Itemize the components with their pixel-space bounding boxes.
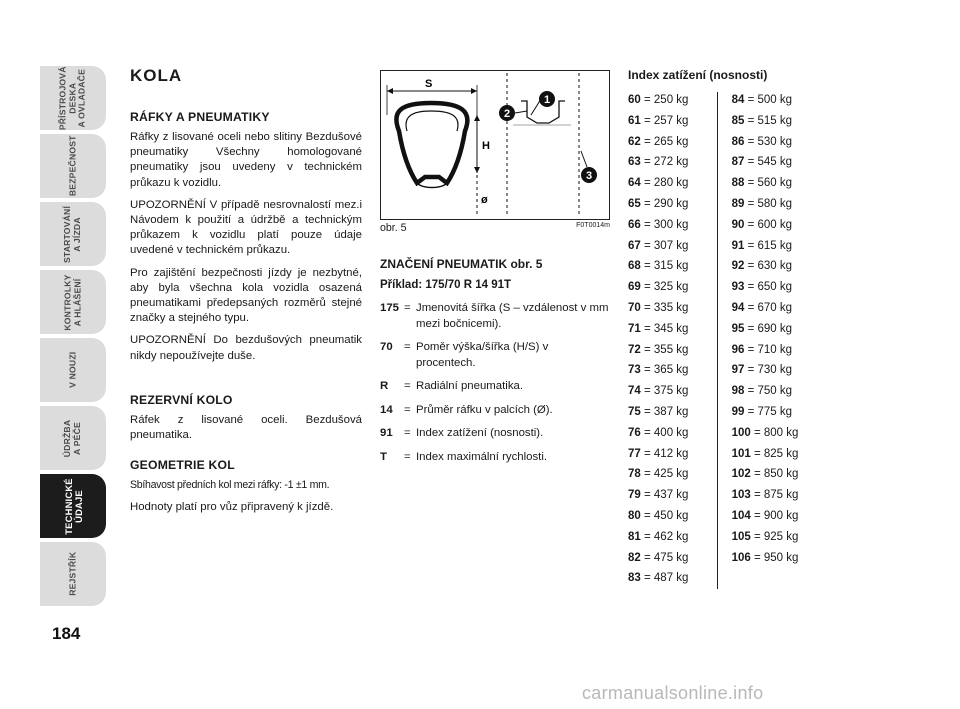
load-index-value: 100	[731, 426, 751, 439]
spare-wheel-paragraph: Ráfek z lisované oceli. Bezdušová pneumatika.	[130, 413, 362, 442]
tab-label: TECHNICKÉ ÚDAJE	[62, 477, 83, 535]
load-index-row	[628, 236, 721, 257]
tyre-marking-definitions	[380, 301, 610, 465]
height-arrow-bottom	[474, 167, 480, 173]
load-index-value: 96	[731, 343, 745, 356]
load-index-row	[732, 527, 828, 548]
load-index-value: 101	[731, 447, 751, 460]
definition-row: T = Index maximální rychlosti.	[380, 450, 548, 463]
load-index-row	[628, 548, 721, 569]
load-index-row	[732, 132, 828, 153]
load-capacity: = 925 kg	[753, 530, 799, 543]
load-index-row	[732, 360, 828, 381]
load-index-row	[628, 485, 721, 506]
load-index-value: 89	[731, 197, 745, 210]
load-index-value: 88	[731, 177, 745, 190]
tubeless-warning-paragraph: UPOZORNĚNÍ Do bezdušových pneumatik nikdy nepoužívejte duše.	[130, 334, 362, 362]
definition-row: 175 = Jmenovitá šířka (S – vzdálenost v mm mezi bočnicemi).	[380, 302, 609, 330]
load-index-row	[732, 236, 828, 257]
spare-wheel-heading: REZERVNÍ KOLO	[130, 392, 233, 407]
load-capacity: = 825 kg	[753, 447, 799, 460]
load-index-column	[628, 68, 828, 589]
tyre-marking-column	[380, 70, 610, 473]
figure-caption: obr. 5	[380, 222, 407, 234]
tab-rejstrik[interactable]	[40, 542, 106, 606]
load-capacity: = 800 kg	[753, 426, 799, 439]
load-capacity: = 462 kg	[644, 530, 689, 543]
load-capacity: = 900 kg	[753, 509, 799, 522]
load-index-value: 63	[628, 156, 641, 169]
load-index-row	[628, 111, 721, 132]
load-index-value: 80	[628, 509, 641, 522]
load-index-row	[628, 381, 721, 402]
load-index-row	[732, 111, 828, 132]
figure-code: F0T0014m	[576, 222, 610, 229]
load-index-row	[732, 298, 828, 319]
definition-row: 91 = Index zatížení (nosnosti).	[380, 427, 544, 439]
load-index-row	[628, 340, 721, 361]
load-capacity: = 850 kg	[753, 468, 799, 481]
tab-label: REJSTŘÍK	[67, 551, 78, 597]
load-index-row	[732, 215, 828, 236]
load-index-value: 62	[628, 135, 641, 148]
load-index-value: 103	[731, 489, 751, 502]
load-index-right-column	[721, 90, 828, 589]
load-index-value: 76	[628, 426, 641, 439]
load-capacity: = 475 kg	[644, 551, 689, 564]
load-index-value: 65	[628, 197, 641, 210]
load-index-row	[732, 152, 828, 173]
load-capacity: = 290 kg	[644, 197, 689, 210]
label-s: S	[425, 78, 433, 90]
watermark: carmanualsonline.info	[582, 683, 764, 703]
load-capacity: = 530 kg	[747, 135, 793, 148]
load-index-table	[628, 90, 828, 589]
load-index-value: 85	[731, 114, 745, 127]
load-index-value: 60	[628, 94, 641, 106]
tab-label: ÚDRŽBA A PÉČE	[62, 419, 82, 457]
load-index-value: 94	[731, 301, 745, 314]
load-index-value: 91	[731, 239, 745, 252]
load-capacity: = 307 kg	[644, 239, 689, 252]
load-index-row	[732, 506, 828, 527]
page-number: 184	[52, 624, 81, 643]
load-capacity: = 730 kg	[747, 364, 793, 377]
load-capacity: = 345 kg	[644, 322, 689, 335]
load-capacity: = 615 kg	[747, 239, 793, 252]
load-index-value: 78	[628, 468, 641, 481]
rims-heading: RÁFKY A PNEUMATIKY	[130, 110, 270, 124]
definition-row: 14 = Průměr ráfku v palcích (Ø).	[380, 403, 553, 416]
tab-technicke-udaje[interactable]	[40, 474, 106, 538]
wheels-column	[130, 66, 362, 523]
figure-caption-row	[380, 222, 610, 236]
load-capacity: = 500 kg	[747, 94, 793, 106]
load-capacity: = 670 kg	[747, 301, 793, 314]
tyre-diagram-figure	[380, 70, 610, 220]
load-index-row	[732, 444, 828, 465]
load-capacity: = 387 kg	[644, 405, 689, 418]
load-index-value: 61	[628, 114, 641, 127]
tab-v-nouzi[interactable]	[40, 338, 106, 402]
load-index-value: 93	[731, 281, 745, 294]
load-index-value: 84	[731, 94, 745, 106]
load-index-row	[628, 319, 721, 340]
load-index-row	[732, 319, 828, 340]
rim-flange	[417, 183, 447, 188]
load-index-row	[628, 152, 721, 173]
tyre-marking-example: Příklad: 175/70 R 14 91T	[380, 279, 512, 291]
load-capacity: = 950 kg	[753, 551, 799, 564]
load-capacity: = 437 kg	[644, 489, 689, 502]
load-capacity: = 325 kg	[644, 281, 689, 294]
load-capacity: = 250 kg	[644, 94, 689, 106]
load-index-left-column	[628, 90, 721, 589]
tab-label: PŘÍSTROJOVÁ DESKA A OVLADAČE	[57, 66, 87, 130]
rims-paragraph: Ráfky z lisované oceli nebo slitiny Bezdušové pneumatiky Všechny homologované pneumatiky jsou uvedeny v technickém průkazu k vozidlu.	[130, 131, 362, 189]
load-index-row	[732, 485, 828, 506]
load-index-row	[732, 464, 828, 485]
load-capacity: = 690 kg	[747, 322, 793, 335]
callout-1-number: 1	[543, 94, 551, 106]
load-index-value: 99	[731, 405, 745, 418]
load-index-value: 74	[628, 385, 641, 398]
load-index-value: 68	[628, 260, 641, 273]
load-index-value: 87	[731, 156, 745, 169]
load-capacity: = 425 kg	[644, 468, 689, 481]
safety-paragraph: Pro zajištění bezpečnosti jízdy je nezbytné, aby byla všechna kola vozidla osazená pneumatikami předepsaných rozměrů stejné značky a stejného typu.	[130, 266, 362, 325]
load-index-row	[628, 568, 721, 589]
load-capacity: = 545 kg	[747, 156, 793, 169]
tab-label: V NOUZI	[67, 351, 78, 389]
load-index-row	[732, 423, 828, 444]
load-capacity: = 280 kg	[644, 177, 689, 190]
load-index-value: 97	[731, 364, 745, 377]
load-capacity: = 630 kg	[747, 260, 793, 273]
load-index-value: 90	[731, 218, 745, 231]
load-index-row	[628, 256, 721, 277]
load-capacity: = 365 kg	[644, 364, 689, 377]
load-capacity: = 710 kg	[747, 343, 793, 356]
label-diameter: ø	[481, 194, 488, 206]
load-index-row	[628, 277, 721, 298]
wheel-geometry-heading: GEOMETRIE KOL	[130, 458, 235, 473]
definition-row: 70 = Poměr výška/šířka (H/S) v procentech.	[380, 341, 549, 369]
load-capacity: = 600 kg	[747, 218, 793, 231]
load-index-heading: Index zatížení (nosnosti)	[628, 68, 768, 82]
load-capacity: = 375 kg	[644, 385, 689, 398]
load-index-value: 83	[628, 572, 641, 585]
tab-kontrolky[interactable]	[40, 270, 106, 334]
load-capacity: = 315 kg	[644, 260, 689, 273]
load-index-row	[732, 548, 828, 569]
load-index-value: 82	[628, 551, 641, 564]
load-index-value: 105	[731, 530, 751, 543]
tyre-outline	[396, 103, 467, 183]
load-index-value: 75	[628, 405, 641, 418]
load-index-row	[628, 527, 721, 548]
callout-3-leader	[581, 151, 587, 167]
load-index-value: 81	[628, 530, 641, 543]
load-index-row	[628, 298, 721, 319]
load-capacity: = 265 kg	[644, 135, 689, 148]
load-capacity: = 650 kg	[747, 281, 793, 294]
load-capacity: = 335 kg	[644, 301, 689, 314]
load-index-value: 71	[628, 322, 641, 335]
load-index-value: 79	[628, 489, 641, 502]
load-index-row	[628, 402, 721, 423]
load-capacity: = 412 kg	[644, 447, 689, 460]
load-index-value: 106	[731, 551, 751, 564]
toe-in-paragraph: Sbíhavost předních kol mezi ráfky: -1 ±1 mm.	[130, 479, 330, 492]
width-arrow-right	[471, 88, 477, 94]
load-index-value: 77	[628, 447, 641, 460]
load-index-row	[732, 402, 828, 423]
tab-label: BEZPEČNOST	[67, 135, 78, 197]
load-index-row	[732, 256, 828, 277]
load-index-value: 72	[628, 343, 641, 356]
tyre-marking-heading: ZNAČENÍ PNEUMATIK obr. 5	[380, 257, 543, 271]
load-index-value: 92	[731, 260, 745, 273]
load-index-value: 95	[731, 322, 745, 335]
width-arrow-left	[387, 88, 393, 94]
load-index-row	[628, 360, 721, 381]
load-index-row	[628, 464, 721, 485]
load-index-value: 86	[731, 135, 745, 148]
tab-label: STARTOVÁNÍ A JÍZDA	[62, 205, 82, 263]
load-index-row	[732, 194, 828, 215]
load-capacity: = 775 kg	[747, 405, 793, 418]
load-index-row	[628, 132, 721, 153]
warning-paragraph: UPOZORNĚNÍ V případě nesrovnalostí mez.i Návodem k použití a údržbě a technickým průkazem k vozidlu platí pouze údaje uvedené v technickém průkazu.	[130, 198, 362, 257]
load-index-row	[628, 506, 721, 527]
tab-udrzba[interactable]	[40, 406, 106, 470]
tab-pristrojova-deska[interactable]	[40, 66, 106, 130]
callout-3-number: 3	[585, 170, 593, 182]
load-index-row	[628, 173, 721, 194]
tab-label: KONTROLKY A HLÁŠENÍ	[62, 273, 82, 331]
load-index-divider	[717, 92, 718, 589]
load-capacity: = 515 kg	[747, 114, 793, 127]
load-capacity: = 257 kg	[644, 114, 689, 127]
ready-to-drive-paragraph: Hodnoty platí pro vůz připravený k jízdě.	[130, 501, 334, 514]
load-index-row	[628, 90, 721, 111]
load-capacity: = 750 kg	[747, 385, 793, 398]
load-index-value: 69	[628, 281, 641, 294]
callout-2-number: 2	[503, 108, 511, 120]
load-capacity: = 580 kg	[747, 197, 793, 210]
tyre-cross-section-diagram	[381, 71, 609, 219]
page-title: KOLA	[130, 66, 183, 85]
load-index-row	[732, 90, 828, 111]
load-index-value: 102	[731, 468, 751, 481]
load-index-value: 64	[628, 177, 641, 190]
definition-row: R = Radiální pneumatika.	[380, 380, 524, 392]
height-arrow-top	[474, 115, 480, 121]
load-capacity: = 560 kg	[747, 177, 793, 190]
load-index-value: 70	[628, 301, 641, 314]
load-index-value: 98	[731, 385, 745, 398]
tab-startovani[interactable]	[40, 202, 106, 266]
load-index-row	[628, 444, 721, 465]
load-capacity: = 875 kg	[753, 489, 799, 502]
load-capacity: = 487 kg	[644, 572, 689, 585]
load-index-value: 66	[628, 218, 641, 231]
tyre-inner-line	[406, 111, 458, 131]
load-capacity: = 300 kg	[644, 218, 689, 231]
load-index-value: 73	[628, 364, 641, 377]
load-index-row	[628, 215, 721, 236]
load-index-row	[732, 381, 828, 402]
load-capacity: = 400 kg	[644, 426, 689, 439]
load-index-row	[732, 173, 828, 194]
callout-2-leader	[515, 111, 527, 113]
tab-bezpecnost[interactable]	[40, 134, 106, 198]
load-index-row	[628, 423, 721, 444]
load-capacity: = 355 kg	[644, 343, 689, 356]
load-index-value: 104	[731, 509, 751, 522]
label-h: H	[482, 140, 490, 152]
load-capacity: = 272 kg	[644, 156, 689, 169]
load-index-row	[732, 340, 828, 361]
load-capacity: = 450 kg	[644, 509, 689, 522]
load-index-value: 67	[628, 239, 641, 252]
load-index-row	[732, 277, 828, 298]
load-index-row	[628, 194, 721, 215]
